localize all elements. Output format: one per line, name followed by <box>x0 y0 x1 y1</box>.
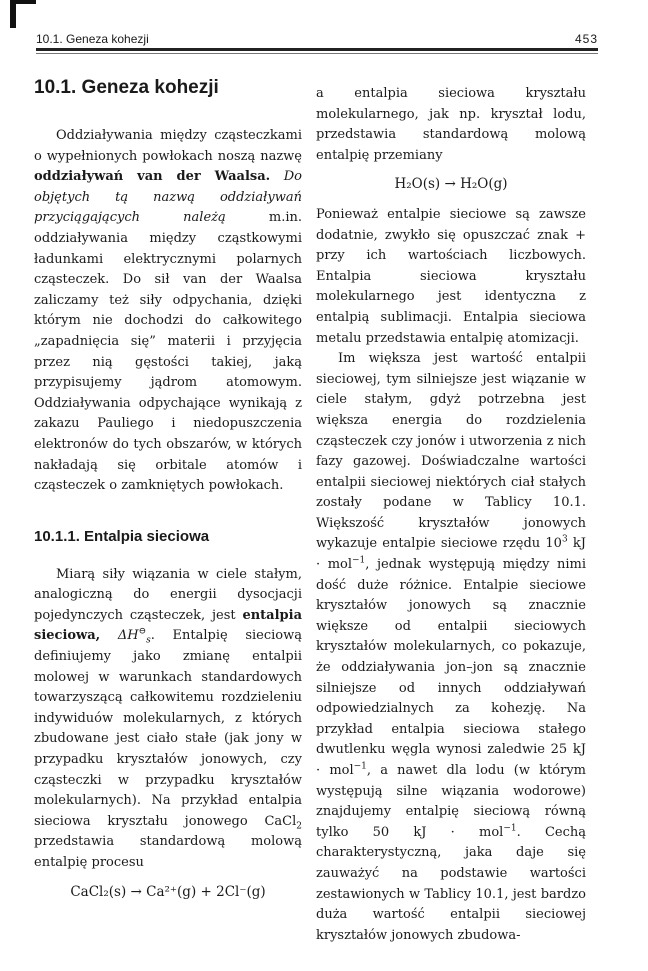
p1-italic: Do objętych tą nazwą oddziaływań przyciągających należą <box>34 169 302 226</box>
p5-text-a: Im większa jest wartość entalpii sieciowej, tym silniejsze jest wiązanie w ciele stałym, gdyż potrzebna jest większa energia do rozdzielenia cząsteczek czy jonów i utworzenia z nich fazy gazowej. Doświadczalne wartości entalpii sieciowej niektórych ciał stałych zostały podane w Tablicy 10.1. Większość kryształów jonowych wykazuje entalpie sieciowe rzędu 10 <box>316 351 586 552</box>
header-rule-thin <box>36 53 598 54</box>
page-number: 453 <box>574 32 598 46</box>
equation-h2o: H₂O(s) → H₂O(g) <box>394 176 508 193</box>
term-van-der-waals: oddziaływań van der Waalsa. <box>34 169 271 185</box>
p1-text-b: m.in. oddziaływania między cząstkowymi ładunkami elektrycznymi polarnych cząsteczek. Do sił van der Waalsa zaliczamy też siły odpychania, dzięki którym nie dochodzi do całkowitego „zapadnięcia się” materii i przyjęcia przez nią gęstości takiej, jaką przypisujemy jądrom atomowym. Oddziaływania odpychające wynikają z zakazu Pauliego i niedopuszczenia elektronów do tych obszarów, w których nakładają się orbitale atomów i cząsteczek o zamkniętych powłokach. <box>34 210 302 494</box>
equation-cacl2: CaCl₂(s) → Ca²⁺(g) + 2Cl⁻(g) <box>70 883 266 900</box>
p5-sup-3: 3 <box>561 535 568 546</box>
p5-sup-minus1-c: −1 <box>503 823 517 834</box>
term-lattice-enthalpy: entalpia sieciowa, <box>34 607 302 644</box>
p5-sup-minus1-b: −1 <box>353 761 367 772</box>
p5-text-e: . Cechą charakterystyczną, jaka daje się zauważyć na podstawie wartości zestawionych w Tablicy 10.1, jest bardzo duża wartość entalpii sieciowej kryształów jonowych zbudowa- <box>316 824 586 943</box>
symbol-delta-h-base: ΔH <box>117 628 139 644</box>
p2-text-a: Miarą siły wiązania w ciele stałym, analogiczną do energii dysocjacji pojedynczych cząsteczek, jest <box>34 566 302 623</box>
paragraph-molecular-crystal: a entalpia sieciowa kryształu molekularnego, jak np. kryształ lodu, przedstawia standardową molową entalpię przemiany <box>316 86 586 163</box>
running-head-title: 10.1. Geneza kohezji <box>36 32 149 46</box>
paragraph-lattice-values <box>316 349 586 946</box>
p5-text-d: , a nawet dla lodu (w którym występują silne wiązania wodorowe) znajdujemy entalpię sieciową równą tylko 50 kJ · mol <box>316 763 586 840</box>
symbol-delta-h <box>117 627 151 647</box>
left-column <box>34 72 302 912</box>
paragraph-sign-convention: Ponieważ entalpie sieciowe są zawsze dodatnie, zwykło się opuszczać znak + przy ich wartościach liczbowych. Entalpia sieciowa kryształu molekularnego jest identyczna z entalpią sublimacji. Entalpia sieciowa metalu przedstawia entalpię atomizacji. <box>316 206 586 346</box>
running-header <box>36 30 598 48</box>
section-heading: 10.1. Geneza kohezji <box>34 77 219 98</box>
p2-sub-2: 2 <box>296 821 302 832</box>
symbol-s-sub: s <box>146 636 151 647</box>
symbol-standard-sup: ⊖ <box>138 627 147 638</box>
paragraph-van-der-waals <box>34 126 302 497</box>
right-column <box>316 84 586 946</box>
p1-text-a: Oddziaływania między cząsteczkami o wypełnionych powłokach noszą nazwę <box>34 128 302 164</box>
p5-text-b: kJ · mol <box>316 536 586 573</box>
p5-text-c: , jednak występują między nimi dość duże różnice. Entalpie sieciowe kryształów jonowych są znacznie większe od entalpii sieciowych kryształów molekularnych, co pokazuje, że oddziaływania jon–jon są znacznie silniejsze od innych oddziaływań odpowiedzialnych za kohezję. Na przykład entalpia sieciowa stałego dwutlenku węgla wynosi zaledwie 25 kJ · mol <box>316 557 586 778</box>
p2-text-b: . Entalpię sieciową definiujemy jako zmianę entalpii molowej w warunkach standardowych towarzyszącą całkowitemu rozdzieleniu indywiduów molekularnych, z których zbudowane jest ciało stałe (jak jony w przypadku kryształów jonowych, czy cząsteczki w przypadku kryształów molekularnych). Na przykład entalpia sieciowa kryształu jonowego CaCl <box>34 628 302 829</box>
header-rule <box>36 48 598 51</box>
paragraph-lattice-enthalpy <box>34 565 302 874</box>
corner-mark-horizontal <box>10 0 36 4</box>
subsection-heading: 10.1.1. Entalpia sieciowa <box>34 527 210 545</box>
p5-sup-minus1-a: −1 <box>352 555 366 566</box>
corner-mark-vertical <box>10 0 16 28</box>
p2-text-c: przedstawia standardową molową entalpię procesu <box>34 834 302 870</box>
